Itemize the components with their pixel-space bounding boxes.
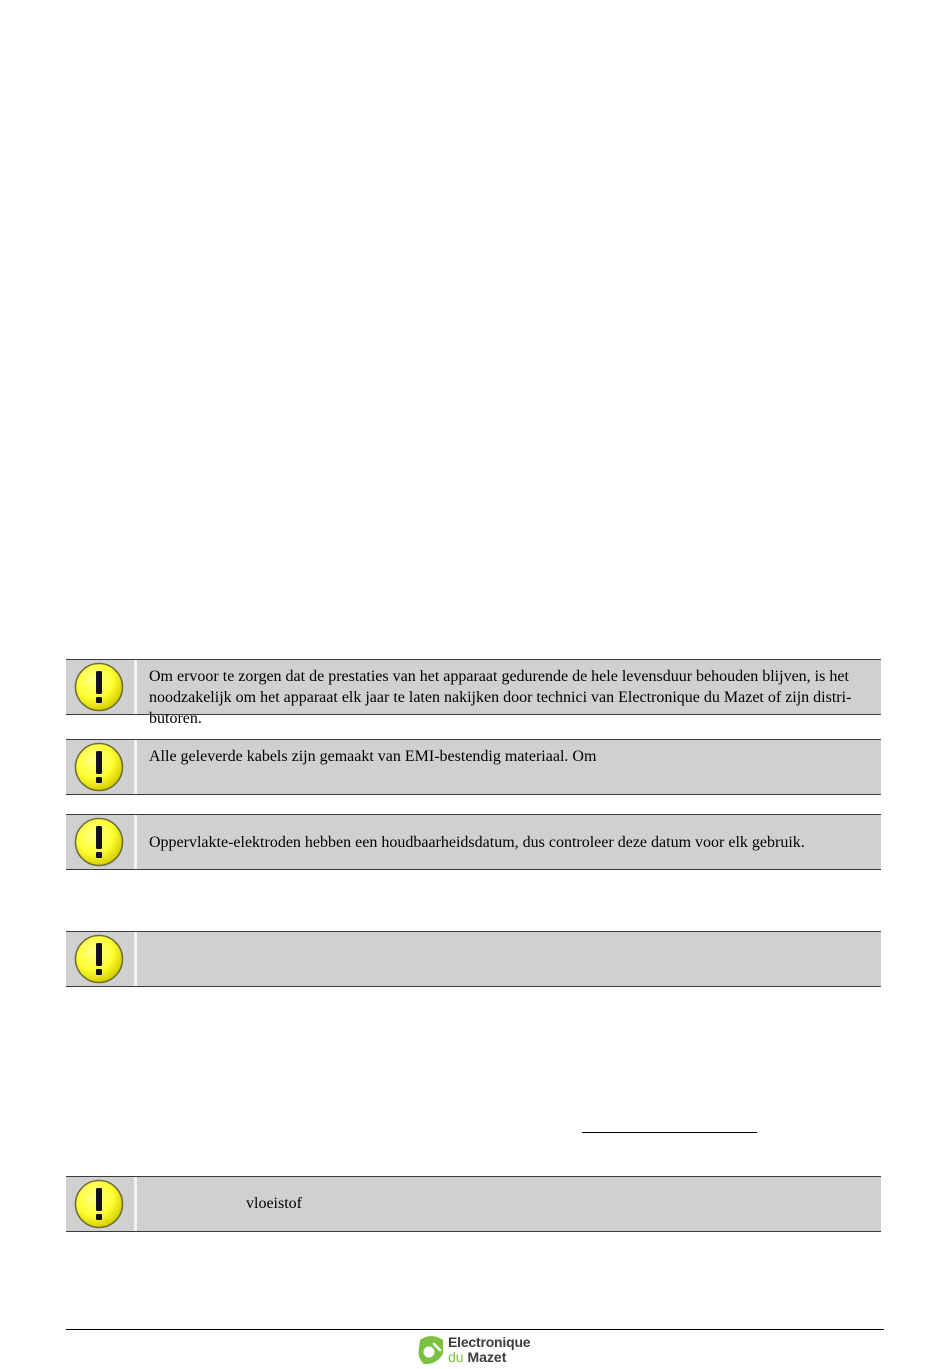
warning-text: Alle geleverde kabels zijn gemaakt van EMI-bestendig materiaal. Om (149, 748, 597, 765)
warning-exclamation-icon (72, 1179, 126, 1229)
warning-exclamation-icon (72, 662, 126, 712)
warning-box (66, 814, 881, 870)
warning-text: Oppervlakte-elektroden hebben een houdbaarheidsdatum, dus controleer deze datum voor elk gebruik. (149, 834, 805, 851)
warning-box (66, 931, 881, 987)
logo-du: du (448, 1349, 464, 1365)
warning-icon-cell (66, 1177, 137, 1231)
warning-icon-cell (66, 932, 137, 986)
electronique-du-mazet-logo-icon (416, 1334, 446, 1366)
logo-mazet: Mazet (467, 1349, 507, 1365)
footer-logo (416, 1334, 546, 1368)
warning-icon-cell (66, 660, 137, 714)
logo-line-2 (448, 1349, 506, 1365)
warning-box (66, 1176, 881, 1232)
warning-exclamation-icon (72, 817, 126, 867)
warning-icon-cell (66, 740, 137, 794)
logo-line-1: Electronique (448, 1334, 531, 1350)
warning-box (66, 739, 881, 795)
warning-icon-cell (66, 815, 137, 869)
footer-rule (66, 1329, 884, 1330)
warning-exclamation-icon (72, 742, 126, 792)
warning-text: vloeistof (246, 1195, 302, 1212)
underline-rule (582, 1132, 757, 1133)
warning-text: Om ervoor te zorgen dat de prestaties van het apparaat gedurende de hele levensduur behouden blijven, is het noodzakelijk om het apparaat elk jaar te laten nakijken door technici van Electronique du Mazet of zijn distri-butoren. (149, 668, 852, 727)
warning-exclamation-icon (72, 934, 126, 984)
warning-box (66, 659, 881, 727)
